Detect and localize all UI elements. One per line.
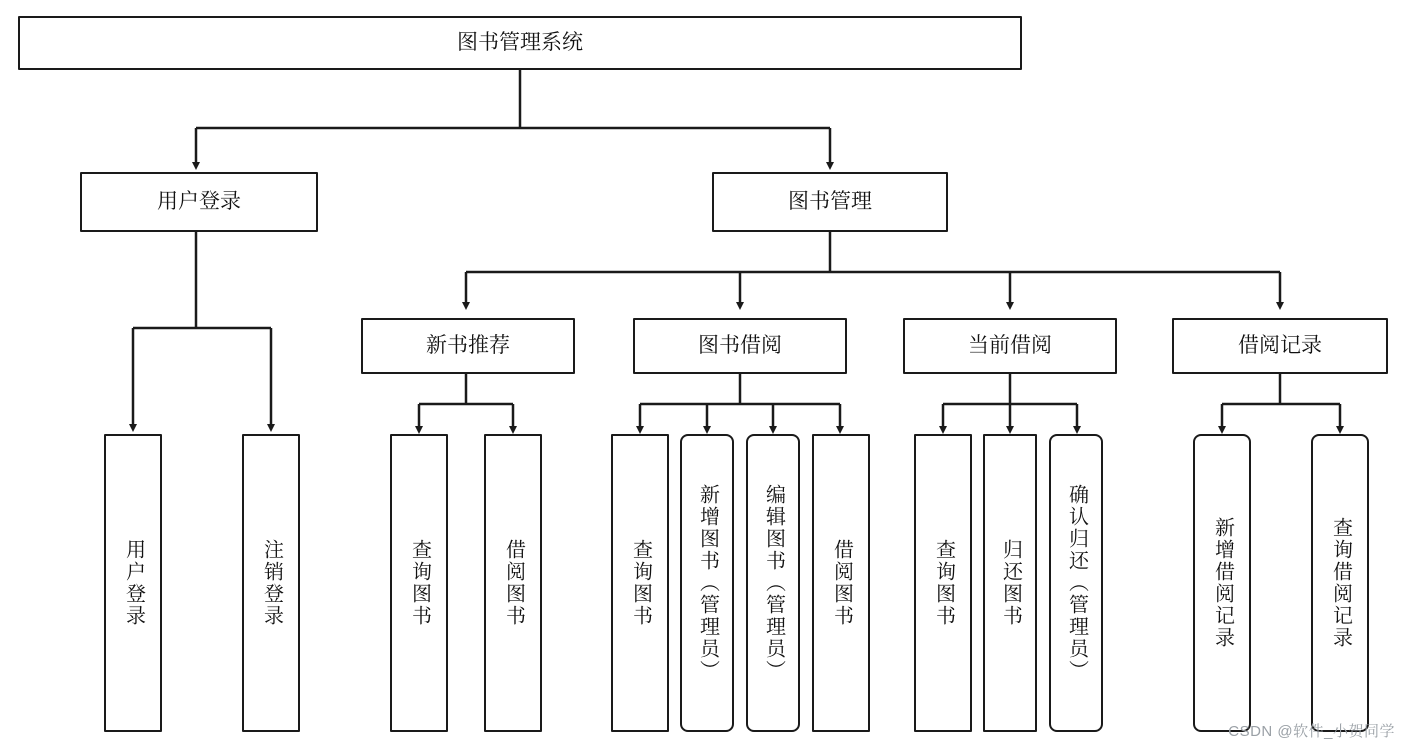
- node-borrow-records[interactable]: 借阅记录: [1172, 318, 1388, 374]
- leaf-user-login[interactable]: 用户登录: [104, 434, 162, 732]
- node-book-borrow[interactable]: 图书借阅: [633, 318, 847, 374]
- node-book-management[interactable]: 图书管理: [712, 172, 948, 232]
- watermark-text: CSDN @软件_小贺同学: [1228, 723, 1395, 740]
- leaf-record-add[interactable]: 新增借阅记录: [1193, 434, 1251, 732]
- node-user-login[interactable]: 用户登录: [80, 172, 318, 232]
- leaf-borrow-add-book[interactable]: 新增图书（管理员）: [680, 434, 734, 732]
- leaf-borrow-book[interactable]: 借阅图书: [812, 434, 870, 732]
- leaf-new-book-query[interactable]: 查询图书: [390, 434, 448, 732]
- node-new-book-recommend[interactable]: 新书推荐: [361, 318, 575, 374]
- leaf-record-query[interactable]: 查询借阅记录: [1311, 434, 1369, 732]
- node-current-borrow[interactable]: 当前借阅: [903, 318, 1117, 374]
- leaf-new-book-borrow[interactable]: 借阅图书: [484, 434, 542, 732]
- leaf-borrow-edit-book[interactable]: 编辑图书（管理员）: [746, 434, 800, 732]
- leaf-borrow-query[interactable]: 查询图书: [611, 434, 669, 732]
- node-root[interactable]: 图书管理系统: [18, 16, 1022, 70]
- leaf-current-return[interactable]: 归还图书: [983, 434, 1037, 732]
- leaf-user-logout[interactable]: 注销登录: [242, 434, 300, 732]
- leaf-current-confirm-return[interactable]: 确认归还（管理员）: [1049, 434, 1103, 732]
- leaf-current-query[interactable]: 查询图书: [914, 434, 972, 732]
